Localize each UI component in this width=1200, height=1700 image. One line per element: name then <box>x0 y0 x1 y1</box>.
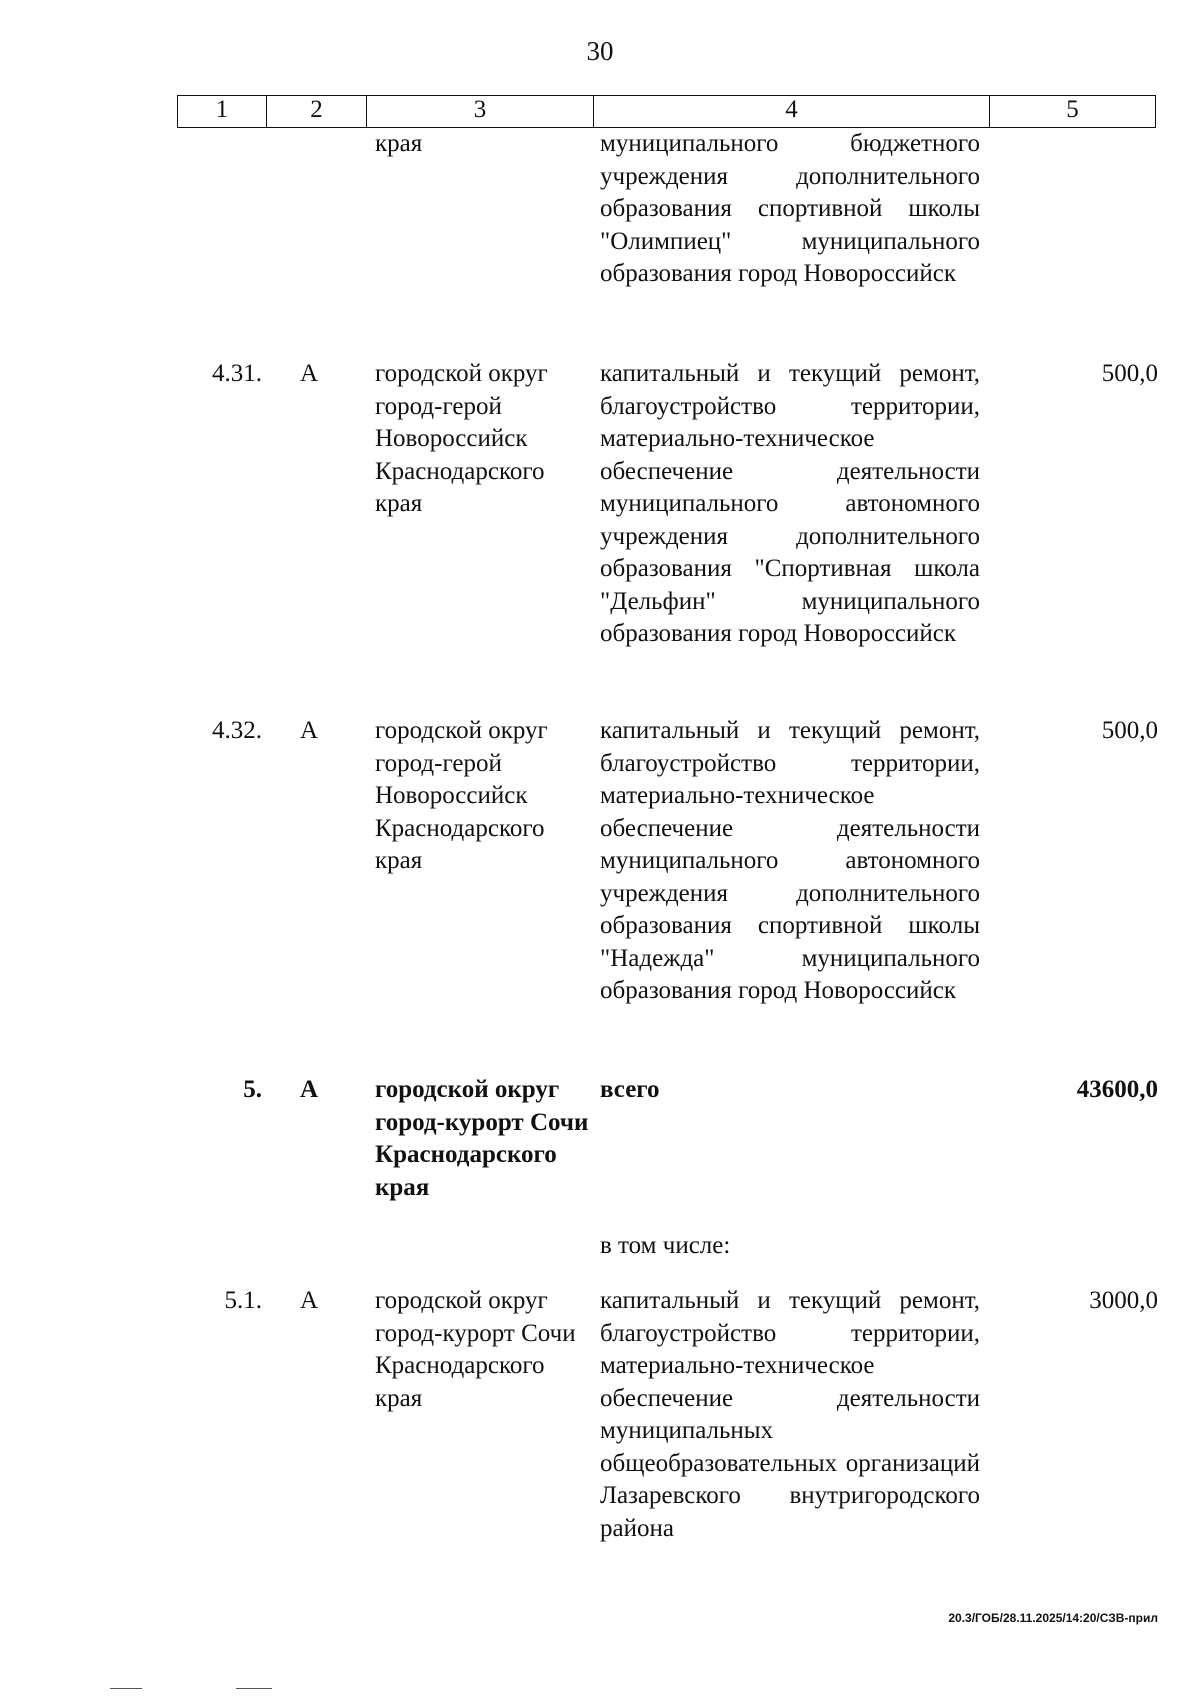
territory-cell: городской округ город-курорт Сочи Краснодарского края <box>375 1287 576 1412</box>
purpose-cell: муниципального бюджетного учреждения дополнительного образования спортивной школы "Олимпиец" муниципального образования город Новороссийск <box>600 130 980 287</box>
territory-cell: городской округ город-герой Новороссийск Краснодарского края <box>375 717 548 874</box>
purpose-cell: капитальный и текущий ремонт, благоустройство территории, материально-техническое обеспечение деятельности муниципальных общеобразовательных организаций Лазаревского внутригородского района <box>600 1287 980 1542</box>
scan-mark <box>236 1688 272 1689</box>
row-number: 4.32. <box>212 717 262 744</box>
purpose-cell: в том числе: <box>600 1232 731 1259</box>
row-number: 4.31. <box>212 360 262 387</box>
row-number: 5.1. <box>224 1287 262 1314</box>
page-number: 30 <box>586 36 614 66</box>
column-header-4: 4 <box>593 96 989 127</box>
purpose-cell: капитальный и текущий ремонт, благоустройство территории, материально-техническое обеспечение деятельности муниципального автономного учреждения дополнительного образования "Спортивная школа "Дельфин" муниципального образования город Новороссийск <box>600 360 980 647</box>
category-cell: А <box>300 1076 319 1103</box>
document-code: 20.3/ГОБ/28.11.2025/14:20/СЗВ-прил <box>948 1611 1158 1625</box>
table-header <box>177 95 1156 128</box>
territory-cell: края <box>375 130 423 157</box>
purpose-cell: всего <box>600 1076 660 1103</box>
column-header-1: 1 <box>215 96 229 123</box>
category-cell: А <box>300 360 319 387</box>
column-header-3: 3 <box>366 96 593 127</box>
category-cell: А <box>300 1287 319 1314</box>
amount-cell: 3000,0 <box>1089 1287 1158 1314</box>
row-number: 5. <box>243 1076 262 1103</box>
territory-cell: городской округ город-курорт Сочи Краснодарского края <box>375 1076 589 1201</box>
amount-cell: 43600,0 <box>1076 1076 1158 1103</box>
category-cell: А <box>300 717 319 744</box>
column-header-5: 5 <box>989 96 1155 127</box>
column-header-2: 2 <box>266 96 366 127</box>
scan-mark <box>110 1688 142 1689</box>
amount-cell: 500,0 <box>1101 717 1158 744</box>
territory-cell: городской округ город-герой Новороссийск Краснодарского края <box>375 360 548 517</box>
amount-cell: 500,0 <box>1101 360 1158 387</box>
purpose-cell: капитальный и текущий ремонт, благоустройство территории, материально-техническое обеспечение деятельности муниципального автономного учреждения дополнительного образования спортивной школы "Надежда" муниципального образования город Новороссийск <box>600 717 980 1004</box>
